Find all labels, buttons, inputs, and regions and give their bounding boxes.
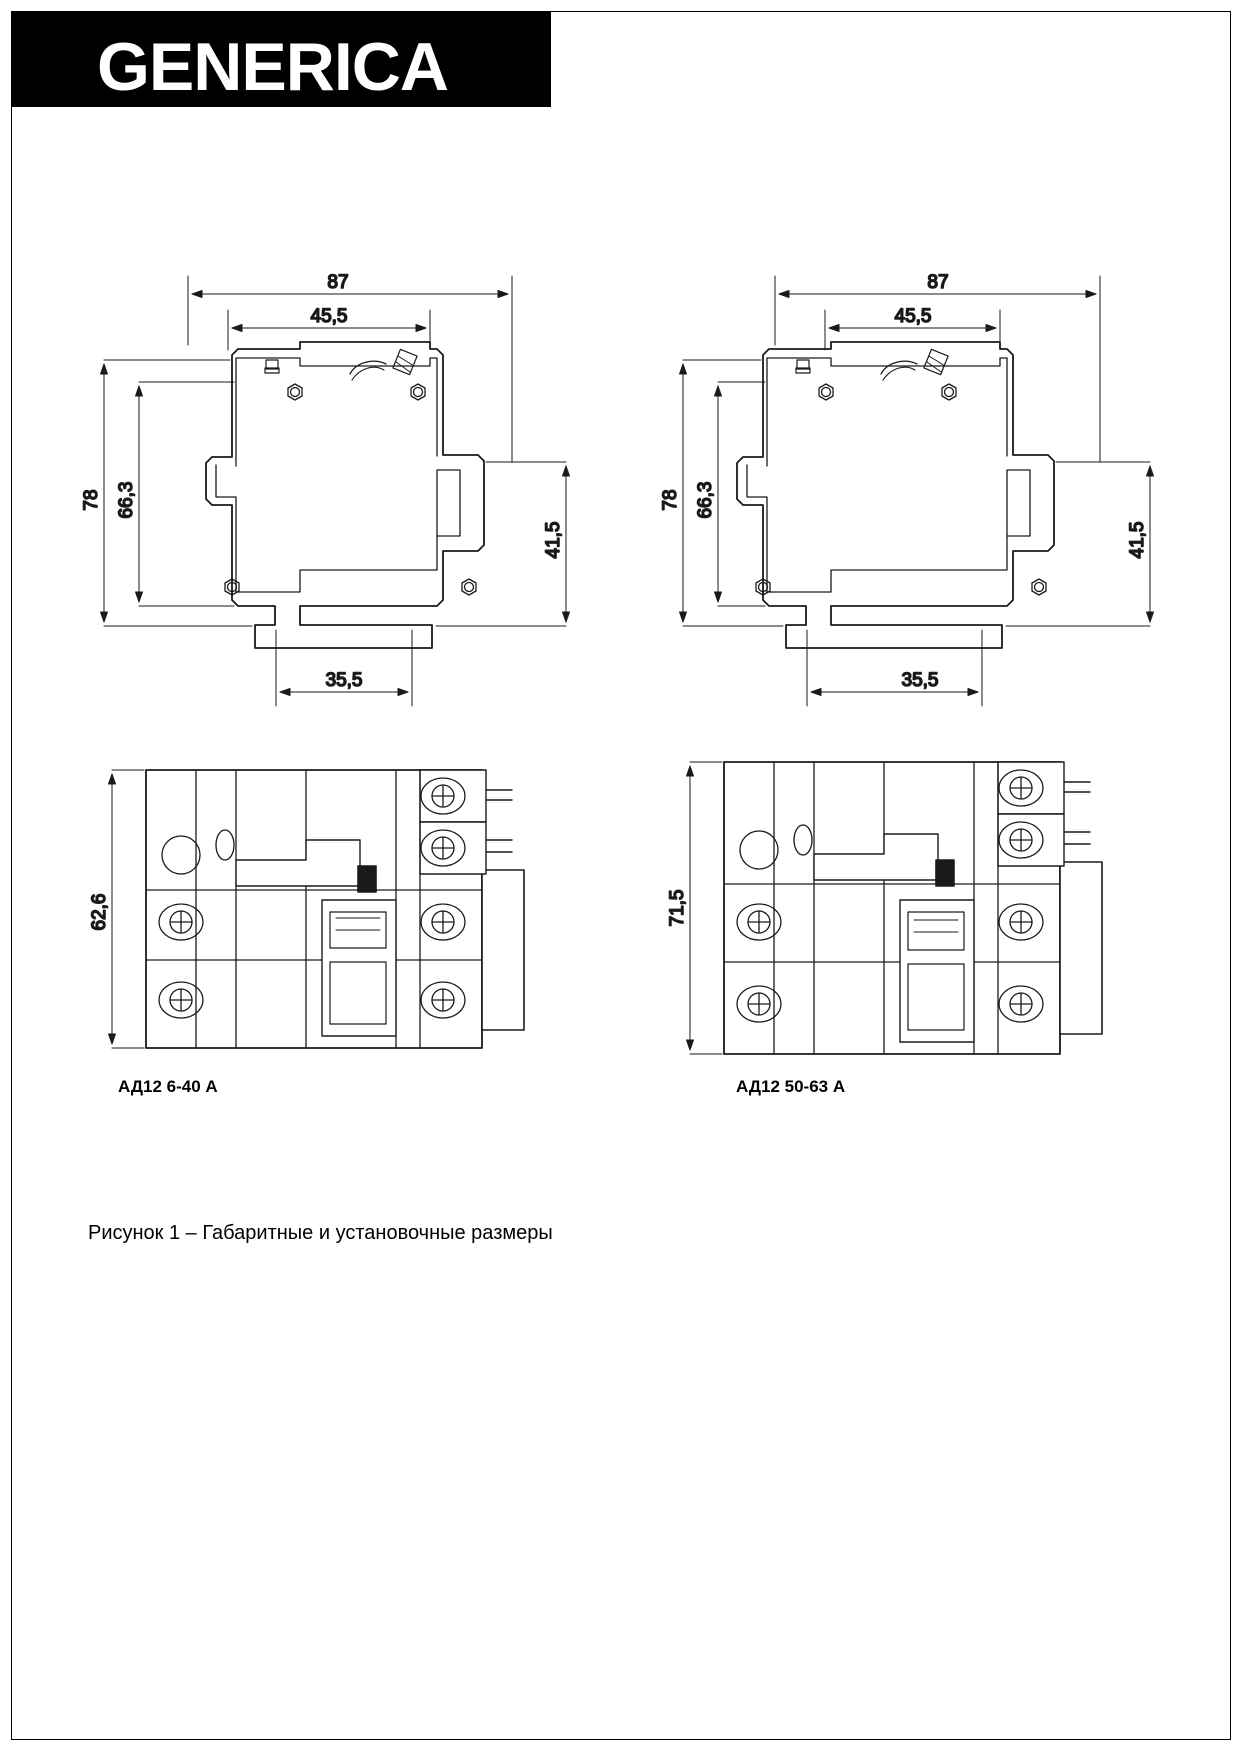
right-side-profile [660,272,1154,706]
left-view-label: АД12 6-40 А [118,1077,218,1096]
dim-left-depth-rail: 35,5 [325,670,363,691]
dim-right-height-body: 66,3 [695,481,716,519]
dim-left-height-front: 41,5 [543,521,564,559]
dim-right-width-total: 87 [927,272,949,293]
dim-right-height-total: 78 [660,489,681,511]
dim-right-depth-rail: 35,5 [901,670,939,691]
left-front-view [89,770,524,1048]
dim-left-width-total: 87 [327,272,349,293]
left-side-profile [81,272,570,706]
dim-right-height-front: 41,5 [1127,521,1148,559]
brand-logo-text: GENERICA [97,29,448,105]
dim-left-height-total: 78 [81,489,102,511]
dim-left-width-inner: 45,5 [310,306,348,327]
right-view-label: АД12 50-63 А [736,1077,846,1096]
dim-right-depth-side: 71,5 [667,889,688,927]
dim-left-height-body: 66,3 [116,481,137,519]
right-front-view [667,762,1102,1054]
figure-caption: Рисунок 1 – Габаритные и установочные размеры [88,1222,553,1244]
dim-right-width-inner: 45,5 [894,306,932,327]
dim-left-depth-side: 62,6 [89,893,110,931]
